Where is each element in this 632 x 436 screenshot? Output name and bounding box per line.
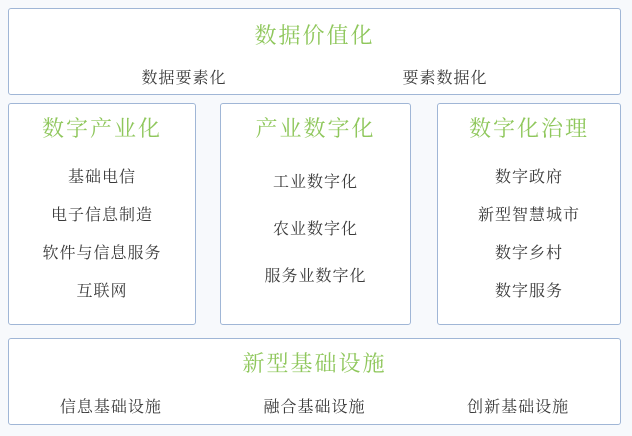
box-item: 农业数字化 [272,221,358,238]
box-title: 数据价值化 [254,23,375,48]
box-item: 新型智慧城市 [477,207,580,225]
box-digital-industrialization [8,103,196,325]
box-item-row [9,58,620,94]
box-item: 数字政府 [494,169,563,187]
box-title: 新型基础设施 [242,351,387,376]
box-title: 数字产业化 [41,116,162,141]
box-item: 软件与信息服务 [42,244,162,262]
box-item-column [221,157,410,298]
box-title: 产业数字化 [255,116,376,141]
box-data-valorization [8,8,621,95]
box-item: 创新基础设施 [467,398,570,416]
box-digital-governance [437,103,621,325]
box-item: 融合基础设施 [263,398,366,416]
box-item: 要素数据化 [402,69,488,87]
box-item-column [9,157,195,308]
box-item: 数据要素化 [141,69,227,87]
box-new-infrastructure [8,338,621,425]
box-title: 数字化治理 [468,116,589,141]
box-item: 互联网 [76,282,128,300]
box-industry-digitalization [220,103,411,325]
box-item: 基础电信 [67,169,136,187]
box-item: 服务业数字化 [264,268,367,285]
box-item-column [438,157,620,308]
box-item: 工业数字化 [272,174,358,191]
box-item-row [9,386,620,424]
box-item: 数字乡村 [494,244,563,262]
box-item: 信息基础设施 [59,398,162,416]
box-item: 数字服务 [494,282,563,300]
box-item: 电子信息制造 [50,207,153,225]
